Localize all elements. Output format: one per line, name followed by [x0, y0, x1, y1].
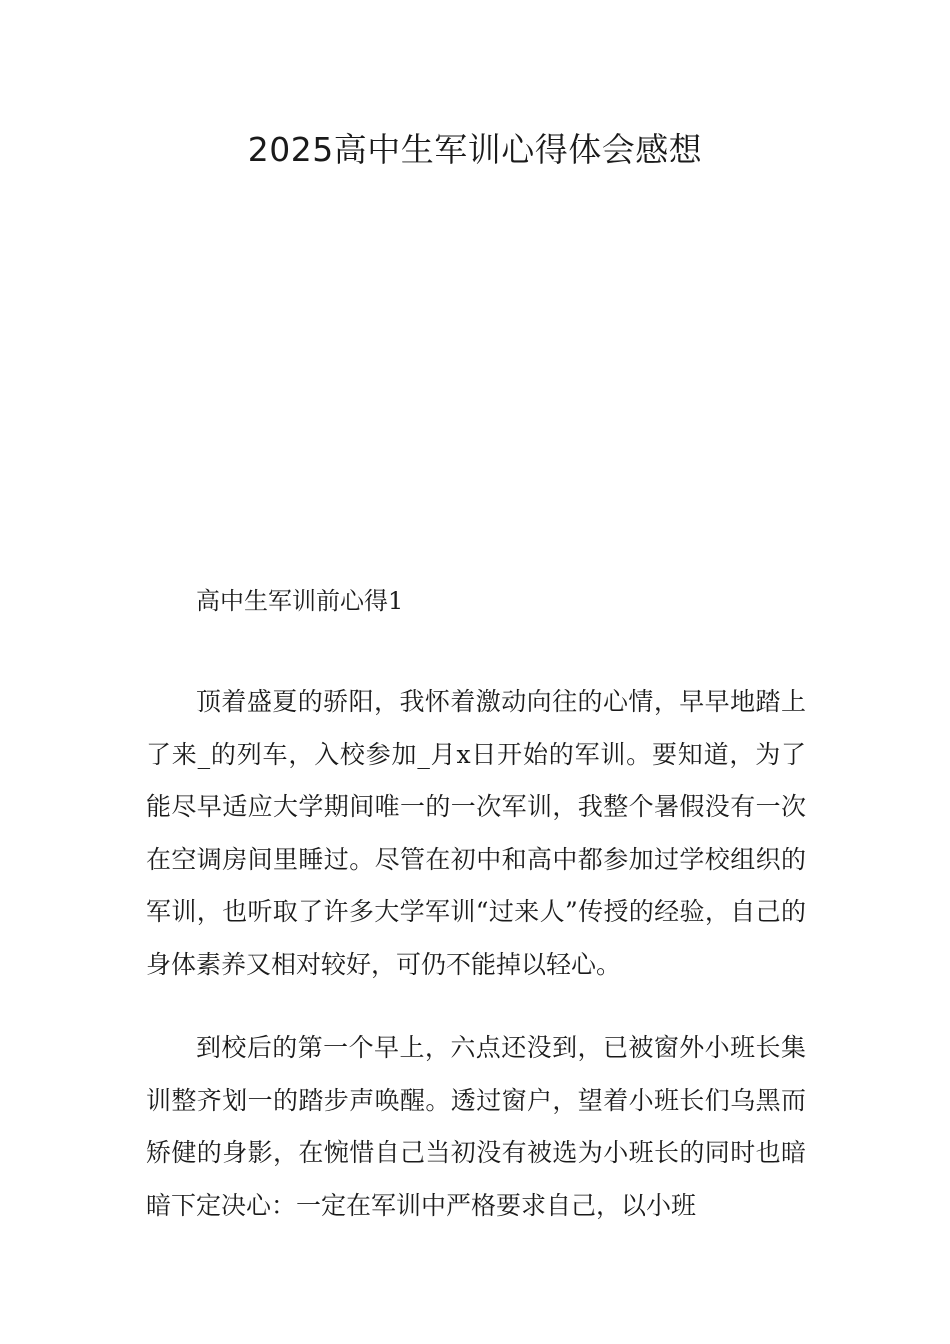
document-title: 2025高中生军训心得体会感想 [247, 130, 703, 169]
paragraph-2: 到校后的第一个早上，六点还没到，已被窗外小班长集训整齐划一的踏步声唤醒。透过窗户，望着小班长们乌黑而矫健的身影，在惋惜自己当初没有被选为小班长的同时也暗暗下定决心：一定在军训中严格要求自己，以小班 [146, 1033, 806, 1220]
paragraph-1: 顶着盛夏的骄阳，我怀着激动向往的心情，早早地踏上了来_的列车，入校参加_月x日开始的军训。要知道，为了能尽早适应大学期间唯一的一次军训，我整个暑假没有一次在空调房间里睡过。尽管在初中和高中都参加过学校组织的军训，也听取了许多大学军训“过来人”传授的经验，自己的身体素养又相对较好，可仍不能掉以轻心。 [146, 687, 806, 979]
section-heading: 高中生军训前心得1 [196, 587, 404, 615]
